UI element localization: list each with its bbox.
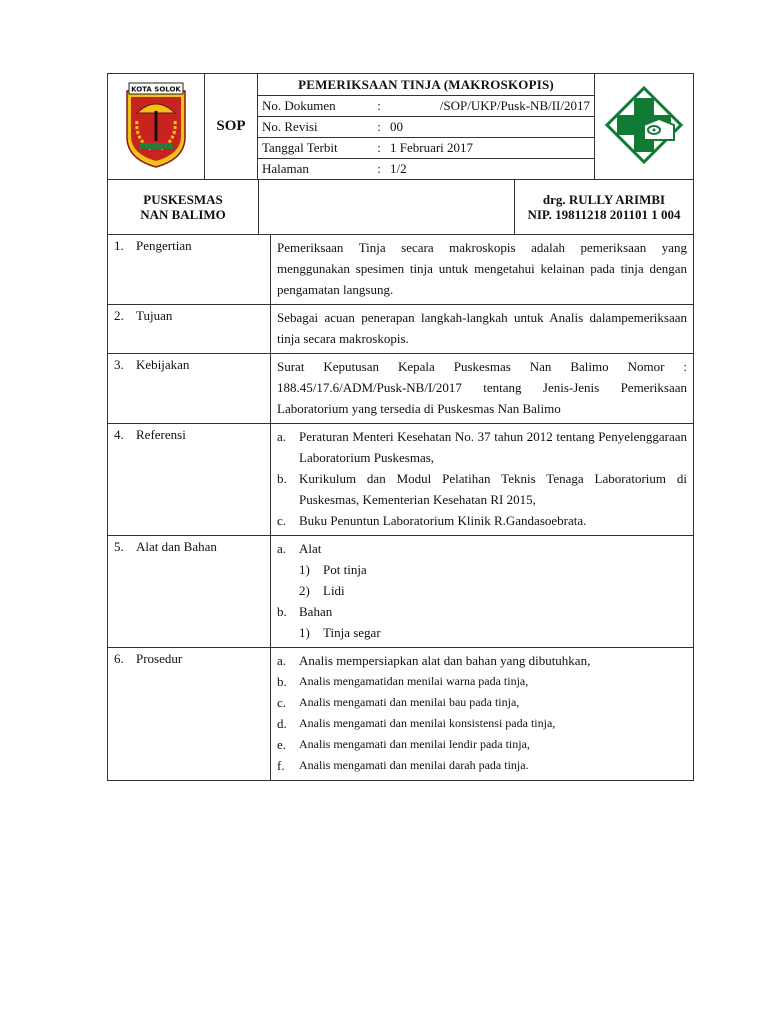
- list-marker: f.: [277, 758, 285, 773]
- signatory: [515, 180, 694, 235]
- list-item: [277, 468, 687, 510]
- sub-list-item: [277, 559, 687, 580]
- list-marker: a.: [277, 429, 287, 444]
- meta-label-tanggal: Tanggal Terbit: [258, 138, 371, 159]
- puskesmas-cross-icon: [604, 85, 684, 165]
- sub-list-item: [277, 622, 687, 643]
- list-marker: e.: [277, 737, 287, 752]
- section-number: 6.: [114, 651, 124, 666]
- list-item: [277, 713, 687, 734]
- list-marker: a.: [277, 653, 287, 668]
- list-marker: b.: [277, 604, 287, 619]
- list-item: [277, 734, 687, 755]
- meta-value-halaman: 1/2: [388, 159, 595, 180]
- kota-solok-logo-cell: [108, 74, 205, 180]
- section-list-prosedur: [271, 648, 694, 781]
- paragraph: Pemeriksaan Tinja secara makroskopis adalah pemeriksaan yang menggunakan spesimen tinja untuk mengetahui kelainan pada tinja dengan pengamatan langsung.: [277, 240, 687, 297]
- section-label-referensi: [108, 424, 271, 536]
- document-title: PEMERIKSAAN TINJA (MAKROSKOPIS): [258, 74, 595, 96]
- section-number: 2.: [114, 308, 124, 323]
- section-list-alat-bahan: [271, 536, 694, 648]
- list-text: Alat: [299, 541, 322, 556]
- section-label: Tujuan: [136, 308, 173, 323]
- section-row: [108, 305, 694, 354]
- section-label-prosedur: [108, 648, 271, 781]
- sop-label: SOP: [205, 74, 258, 180]
- list-marker: a.: [277, 541, 287, 556]
- section-row: [108, 235, 694, 305]
- list-marker: 1): [299, 625, 310, 640]
- list-text: Analis mengamati dan menilai konsistensi pada tinja,: [299, 716, 556, 730]
- org-line-2: NAN BALIMO: [140, 207, 226, 222]
- section-number: 1.: [114, 238, 124, 253]
- list-item: [277, 601, 687, 622]
- signatory-name: drg. RULLY ARIMBI: [542, 192, 666, 207]
- section-text-kebijakan: [271, 354, 694, 424]
- section-row: [108, 424, 694, 536]
- list-item: [277, 538, 687, 559]
- meta-colon: :: [370, 96, 388, 117]
- section-row: [108, 536, 694, 648]
- list-item: [277, 755, 687, 776]
- list-marker: c.: [277, 513, 287, 528]
- list-item: [277, 650, 687, 671]
- section-text-tujuan: [271, 305, 694, 354]
- meta-colon: :: [370, 159, 388, 180]
- meta-value-revisi: 00: [388, 117, 595, 138]
- section-label-alat-bahan: [108, 536, 271, 648]
- section-label: Alat dan Bahan: [136, 539, 217, 554]
- list-marker: b.: [277, 471, 287, 486]
- meta-label-revisi: No. Revisi: [258, 117, 371, 138]
- list-marker: 1): [299, 562, 310, 577]
- list-item: [277, 671, 687, 692]
- kota-solok-logo-icon: [123, 81, 189, 169]
- section-text-pengertian: [271, 235, 694, 305]
- section-label: Prosedur: [136, 651, 183, 666]
- org-line-1: PUSKESMAS: [143, 192, 223, 207]
- list-marker: b.: [277, 674, 287, 689]
- section-number: 3.: [114, 357, 124, 372]
- section-label: Referensi: [136, 427, 186, 442]
- section-row: [108, 354, 694, 424]
- list-text: Pot tinja: [323, 562, 367, 577]
- section-number: 5.: [114, 539, 124, 554]
- section-list-referensi: [271, 424, 694, 536]
- organization-name: [108, 180, 259, 235]
- meta-value-dokumen: /SOP/UKP/Pusk-NB/II/2017: [388, 96, 595, 117]
- header-table: [107, 73, 694, 180]
- signature-table: [107, 179, 694, 235]
- section-number: 4.: [114, 427, 124, 442]
- list-item: [277, 426, 687, 468]
- section-label-pengertian: [108, 235, 271, 305]
- list-text: Bahan: [299, 604, 333, 619]
- logo-banner-text: KOTA SOLOK: [131, 85, 181, 93]
- section-label-kebijakan: [108, 354, 271, 424]
- list-text: Lidi: [323, 583, 345, 598]
- list-text: Kurikulum dan Modul Pelatihan Teknis Tenaga Laboratorium di Puskesmas, Kementerian Kesehatan RI 2015,: [299, 471, 687, 507]
- meta-label-halaman: Halaman: [258, 159, 371, 180]
- section-label-tujuan: [108, 305, 271, 354]
- sop-document: [107, 73, 694, 781]
- list-text: Analis mengamati dan menilai darah pada tinja.: [299, 758, 529, 772]
- list-item: [277, 692, 687, 713]
- list-item: [277, 510, 687, 531]
- section-label: Kebijakan: [136, 357, 190, 372]
- paragraph: Sebagai acuan penerapan langkah-langkah untuk Analis dalampemeriksaan tinja secara makroskopis.: [277, 310, 687, 346]
- list-text: Analis mengamati dan menilai bau pada tinja,: [299, 695, 520, 709]
- section-row: [108, 648, 694, 781]
- content-table: [107, 234, 694, 781]
- list-text: Peraturan Menteri Kesehatan No. 37 tahun 2012 tentang Penyelenggaraan Laboratorium Puskesmas,: [299, 429, 687, 465]
- list-text: Buku Penuntun Laboratorium Klinik R.Gandasoebrata.: [299, 513, 587, 528]
- list-text: Analis mengamatidan menilai warna pada tinja,: [299, 674, 529, 688]
- list-marker: c.: [277, 695, 287, 710]
- meta-value-tanggal: 1 Februari 2017: [388, 138, 595, 159]
- paragraph: Surat Keputusan Kepala Puskesmas Nan Balimo Nomor : 188.45/17.6/ADM/Pusk-NB/I/2017 tentang Jenis-Jenis Pemeriksaan Laboratorium yang tersedia di Puskesmas Nan Balimo: [277, 359, 687, 416]
- list-marker: 2): [299, 583, 310, 598]
- list-text: Tinja segar: [323, 625, 381, 640]
- meta-colon: :: [370, 117, 388, 138]
- section-label: Pengertian: [136, 238, 192, 253]
- signatory-nip: NIP. 19811218 201101 1 004: [527, 207, 681, 222]
- list-text: Analis mempersiapkan alat dan bahan yang dibutuhkan,: [299, 653, 591, 668]
- signature-space: [259, 180, 515, 235]
- list-marker: d.: [277, 716, 287, 731]
- puskesmas-logo-cell: [595, 74, 694, 180]
- sub-list-item: [277, 580, 687, 601]
- meta-label-dokumen: No. Dokumen: [258, 96, 371, 117]
- meta-colon: :: [370, 138, 388, 159]
- list-text: Analis mengamati dan menilai lendir pada tinja,: [299, 737, 530, 751]
